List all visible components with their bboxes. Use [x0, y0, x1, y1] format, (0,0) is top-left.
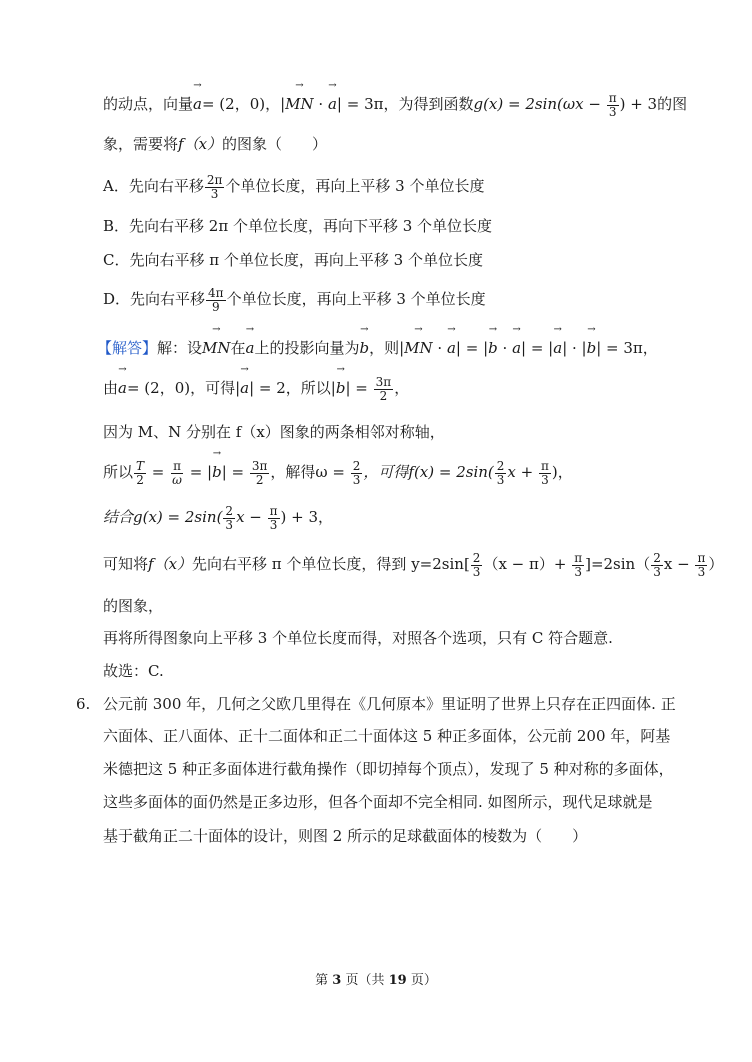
fraction	[374, 376, 394, 403]
fraction	[223, 505, 235, 532]
fraction	[170, 460, 184, 487]
text: )，	[551, 463, 573, 481]
fraction	[206, 287, 226, 314]
text: | = |	[455, 339, 489, 357]
text: | · |	[562, 339, 587, 357]
text: 先向右平移 π 个单位长度，得到	[192, 555, 412, 573]
numerator: 2	[225, 503, 234, 518]
text: ·	[313, 95, 328, 113]
denominator: 3	[541, 472, 549, 487]
text: = |	[184, 463, 213, 481]
text: ）	[708, 555, 724, 573]
fraction	[205, 174, 225, 201]
numerator: π	[541, 458, 549, 473]
text: = (2，0)，|	[201, 95, 286, 113]
text: ) + 3，	[280, 508, 334, 526]
vector-a: → a	[118, 374, 127, 402]
text: =	[147, 463, 170, 481]
text: x −	[236, 508, 267, 526]
vector-a: → a	[512, 334, 521, 362]
footer-text: 第	[315, 973, 333, 988]
numerator: π	[608, 90, 617, 105]
text: ，可得f(x) = 2sin(	[363, 463, 494, 481]
text: A．先向右平移	[103, 177, 204, 195]
denominator: 3	[608, 104, 617, 119]
q5-line-2	[103, 130, 327, 158]
vector-mn: → MN	[285, 90, 313, 118]
q6-line-4: 这些多面体的面仍然是正多边形，但各个面却不完全相同. 如图所示，现代足球就是	[103, 793, 653, 811]
solution-line-7: 的图象，	[103, 597, 164, 615]
fraction	[607, 92, 619, 119]
vector-a: → a	[240, 374, 249, 402]
text: | =	[345, 379, 373, 397]
text: ，	[394, 379, 410, 397]
fraction	[651, 552, 663, 579]
vector-a: → a	[193, 90, 202, 118]
vector-a: → a	[553, 334, 562, 362]
numerator: 2	[496, 458, 505, 473]
denominator: 3	[472, 564, 481, 579]
text: D．先向右平移	[103, 290, 206, 308]
vector-b: → b	[488, 334, 498, 362]
text: 解：设	[157, 339, 203, 357]
text: 个单位长度，再向上平移 3 个单位长度	[225, 177, 485, 195]
text: 的动点，向量	[103, 95, 194, 113]
text: （x − π）+	[483, 555, 572, 573]
text: | = |	[521, 339, 554, 357]
numerator: π	[574, 550, 583, 565]
text: | = 2，所以|	[249, 379, 336, 397]
text: | = 3π，为得到函数	[336, 95, 474, 113]
function-f: f（x）	[178, 135, 223, 153]
fraction	[351, 460, 363, 487]
footer-text: 页（共	[341, 973, 389, 988]
text: x +	[507, 463, 538, 481]
solution-line-3: 因为 M、N 分别在 f（x）图象的两条相邻对称轴，	[103, 423, 445, 441]
text: 可知将	[103, 555, 149, 573]
fraction	[471, 552, 483, 579]
option-a	[103, 172, 484, 200]
solution-line-2	[103, 374, 409, 402]
fraction	[695, 552, 707, 579]
solution-line-5	[103, 503, 333, 531]
text: 结合g(x) = 2sin(	[103, 508, 223, 526]
text: 上的投影向量为	[254, 339, 360, 357]
text: | =	[221, 463, 249, 481]
denominator: 3	[269, 517, 278, 532]
q5-line-1	[103, 90, 687, 118]
text: 由	[103, 379, 119, 397]
fraction	[268, 505, 280, 532]
text: ) + 3的图	[619, 95, 688, 113]
option-d	[103, 285, 486, 313]
vector-b: → b	[336, 374, 346, 402]
numerator: T	[136, 458, 145, 473]
text: 在	[230, 339, 246, 357]
text: ，解得ω =	[270, 463, 350, 481]
vector-a: → a	[447, 334, 456, 362]
vector-b: → b	[360, 334, 370, 362]
vector-a: → a	[328, 90, 337, 118]
denominator: 3	[352, 472, 361, 487]
q6-line-2: 六面体、正八面体、正十二面体和正二十面体这 5 种正多面体，公元前 200 年，阿基	[103, 727, 671, 745]
numerator: 2	[352, 458, 361, 473]
numerator: 2π	[206, 172, 223, 187]
denominator: ω	[172, 472, 182, 487]
numerator: 4π	[208, 285, 224, 300]
text: ]=2sin（	[585, 555, 651, 573]
text: 所以	[103, 463, 134, 481]
numerator: π	[173, 458, 181, 473]
text: y=2sin[	[411, 555, 470, 573]
numerator: π	[269, 503, 278, 518]
denominator: 3	[653, 564, 661, 579]
vector-b: → b	[212, 458, 222, 486]
numerator: 3π	[251, 458, 268, 473]
solution-line-9: 故选：C.	[103, 662, 164, 680]
denominator: 3	[225, 517, 234, 532]
total-pages: 19	[388, 973, 407, 988]
q6-line-5: 基于截角正二十面体的设计，则图 2 所示的足球截面体的棱数为（ ）	[103, 827, 588, 845]
solution-line-6	[103, 550, 723, 578]
numerator: π	[697, 550, 706, 565]
page-number: 3	[332, 973, 342, 988]
text: ，则|	[369, 339, 405, 357]
denominator: 3	[496, 472, 505, 487]
denominator: 9	[211, 299, 220, 314]
text: | = 3π，	[596, 339, 658, 357]
fraction	[250, 460, 270, 487]
q6-line-1: 公元前 300 年，几何之父欧几里得在《几何原本》里证明了世界上只存在正四面体. 正	[103, 695, 676, 713]
solution-label: 【解答】	[97, 339, 158, 357]
fraction	[539, 460, 551, 487]
vector-b: → b	[587, 334, 597, 362]
function-g: g(x) = 2sin(ωx −	[473, 95, 606, 113]
fraction	[572, 552, 584, 579]
numerator: 2	[653, 550, 661, 565]
option-b: B．先向右平移 2π 个单位长度，再向下平移 3 个单位长度	[103, 217, 493, 235]
denominator: 3	[210, 186, 219, 201]
footer-text: 页）	[406, 973, 437, 988]
vector-mn: → MN	[404, 334, 432, 362]
solution-line-4	[103, 458, 573, 486]
solution-line-8: 再将所得图象向上平移 3 个单位长度而得，对照各个选项，只有 C 符合题意.	[103, 629, 613, 647]
page-footer	[0, 970, 752, 992]
denominator: 2	[255, 472, 264, 487]
vector-a: → a	[246, 334, 255, 362]
vector-mn: → MN	[202, 334, 230, 362]
text: x −	[663, 555, 695, 573]
text: = (2，0)，可得|	[126, 379, 241, 397]
option-c: C．先向右平移 π 个单位长度，再向上平移 3 个单位长度	[103, 251, 483, 269]
denominator: 2	[379, 388, 388, 403]
text: 个单位长度，再向上平移 3 个单位长度	[226, 290, 486, 308]
q6-line-3: 米德把这 5 种正多面体进行截角操作（即切掉每个顶点），发现了 5 种对称的多面体，	[103, 760, 674, 778]
denominator: 3	[697, 564, 706, 579]
denominator: 2	[136, 472, 144, 487]
fraction	[134, 460, 146, 487]
text: 象，需要将	[103, 135, 179, 153]
solution-line-1: 【解答】解：设→ MN在→ a上的投影向量为→ b，则|→ MN · → a| = |→ b · → a| = |→ a| · |→ b| = 3π，	[97, 334, 658, 362]
function-f: f（x）	[148, 555, 193, 573]
numerator: 3π	[375, 374, 392, 389]
numerator: 2	[472, 550, 481, 565]
denominator: 3	[574, 564, 582, 579]
question-6-number: 6.	[76, 695, 91, 713]
text: 的图象（ ）	[222, 135, 328, 153]
fraction	[495, 460, 507, 487]
